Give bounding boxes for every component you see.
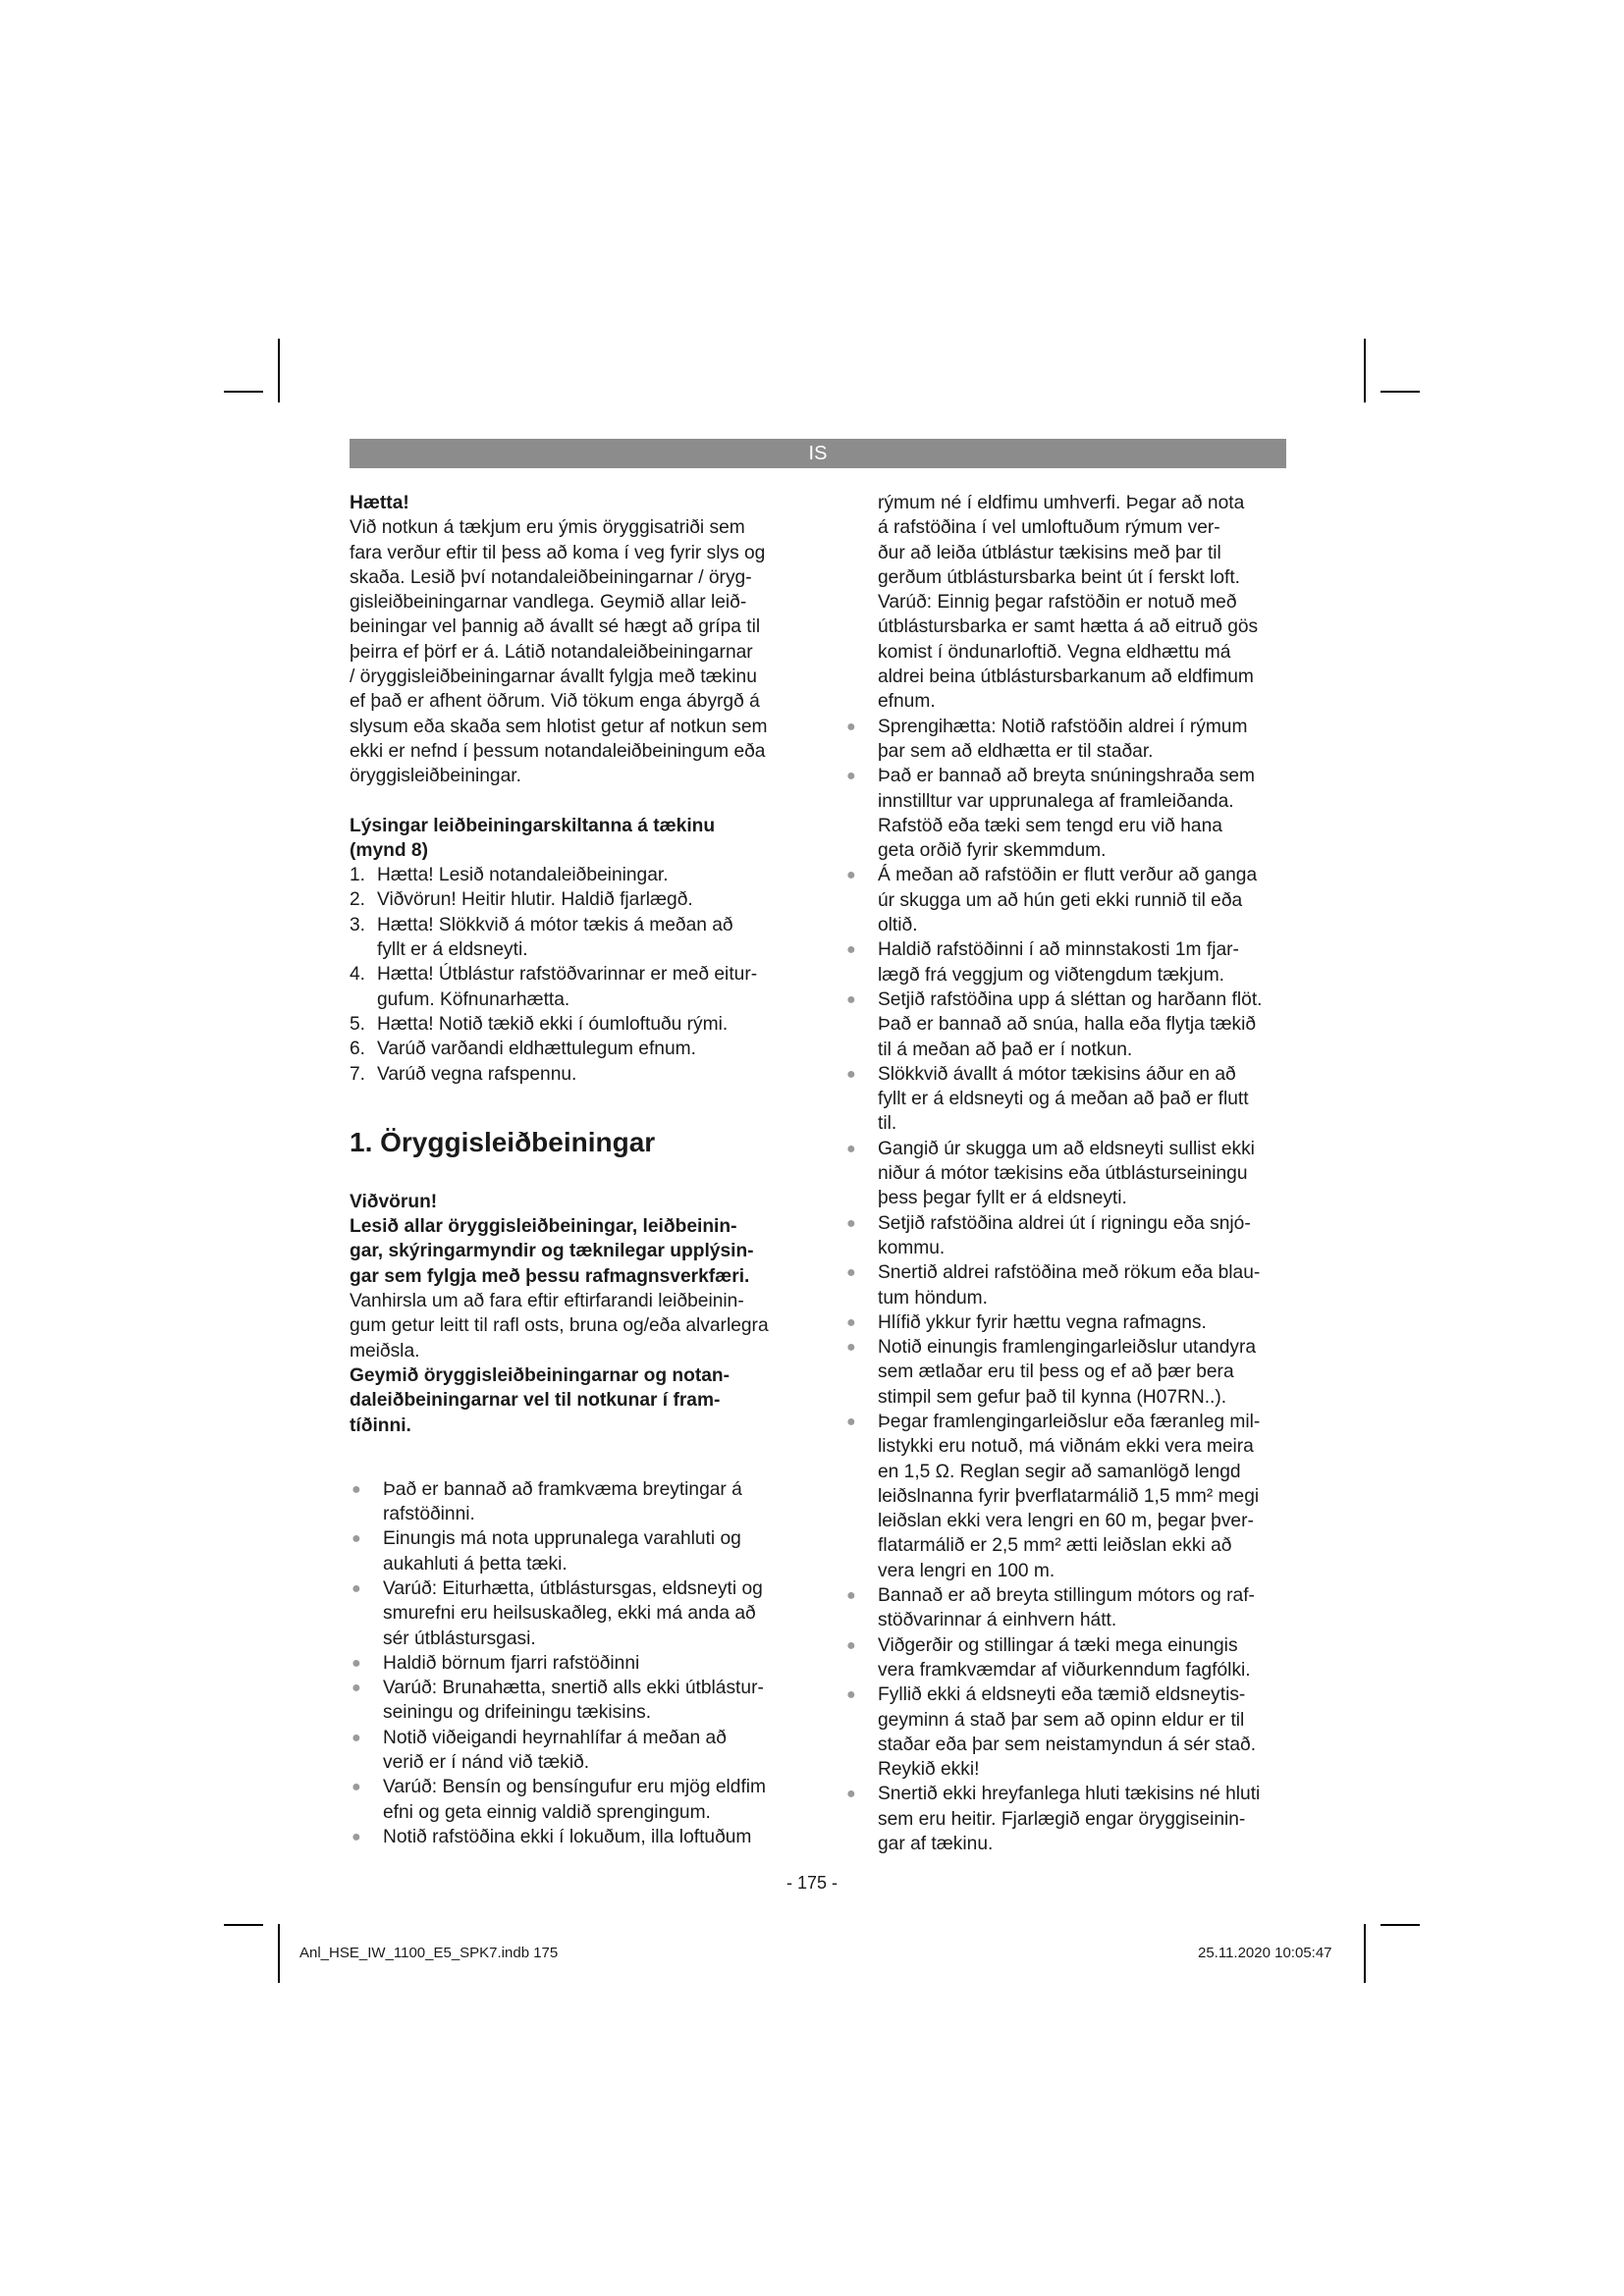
text-line: fyllt er á eldsneyti. <box>377 939 528 961</box>
text-line: meiðsla. <box>350 1340 420 1362</box>
text-line: gar, skýringarmyndir og tæknilegar upplýsin- <box>350 1241 754 1262</box>
list-item <box>350 887 801 912</box>
warning-paragraph <box>350 515 801 788</box>
language-header-bar <box>350 439 1286 468</box>
list-item <box>844 1682 1288 1782</box>
bullet-icon: ● <box>352 1779 361 1796</box>
bullet-icon: ● <box>352 1579 361 1597</box>
text-line: til. <box>878 1113 897 1135</box>
bullet-icon: ● <box>846 1313 856 1331</box>
list-item <box>844 988 1288 1062</box>
list-item <box>350 962 801 1012</box>
language-code: IS <box>808 443 828 464</box>
text-line: Snertið aldrei rafstöðina með rökum eða blau- <box>878 1262 1261 1284</box>
text-line: verið er í nánd við tækið. <box>383 1752 590 1774</box>
bullet-icon: ● <box>846 1636 856 1654</box>
text-line: tíðinni. <box>350 1415 411 1436</box>
crop-mark <box>1364 339 1366 402</box>
item-number: 5. <box>350 1013 366 1035</box>
alert-paragraph <box>350 1289 801 1363</box>
text-line: Það er bannað að snúa, halla eða flytja tækið <box>878 1014 1257 1036</box>
text-line: gum getur leitt til rafl osts, bruna og/eða alvarlegra <box>350 1315 769 1337</box>
list-item <box>350 913 801 963</box>
list-item <box>350 863 801 887</box>
item-number: 1. <box>350 865 366 886</box>
text-line: öryggisleiðbeiningar. <box>350 766 521 787</box>
text-line: gisleiðbeiningarnar vandlega. Geymið allar leið- <box>350 592 747 614</box>
text-line: en 1,5 Ω. Reglan segir að samanlögð lengd <box>878 1461 1241 1482</box>
text-line: efni og geta einnig valdið sprengingum. <box>383 1801 711 1823</box>
list-item <box>844 1211 1288 1261</box>
list-item <box>844 1260 1288 1310</box>
safety-bullet-list <box>350 1477 801 1849</box>
text-line: þess þegar fyllt er á eldsneyti. <box>878 1188 1127 1209</box>
text-line: beiningar vel þannig að ávallt sé hægt að grípa til <box>350 616 761 638</box>
text-line: (mynd 8) <box>350 839 428 861</box>
text-line: komist í öndunarloftið. Vegna eldhættu má <box>878 641 1231 663</box>
text-line: niður á mótor tækisins eða útblásturseiningu <box>878 1163 1248 1185</box>
text-line: daleiðbeiningarnar vel til notkunar í fram- <box>350 1390 721 1412</box>
text-line: Reykið ekki! <box>878 1759 980 1781</box>
bullet-icon: ● <box>352 1530 361 1548</box>
text-line: sér útblástursgasi. <box>383 1628 536 1649</box>
text-line: sem ætlaðar eru til þess og ef að þær bera <box>878 1362 1234 1383</box>
text-line: flatarmálið er 2,5 mm² ætti leiðslan ekki að <box>878 1535 1232 1557</box>
bullet-icon: ● <box>846 990 856 1008</box>
list-item <box>350 1676 801 1726</box>
text-line: smurefni eru heilsuskaðleg, ekki má anda að <box>383 1603 756 1625</box>
list-item <box>844 1583 1288 1633</box>
alert-bold-paragraph <box>350 1214 801 1289</box>
text-line: Einungis má nota upprunalega varahluti og <box>383 1528 741 1550</box>
bullet-icon: ● <box>846 1339 856 1357</box>
text-line: útblástursbarka er samt hætta á að eitruð gös <box>878 616 1259 638</box>
text-line: lægð frá veggjum og viðtengdum tækjum. <box>878 964 1225 986</box>
text-line: Setjið rafstöðina aldrei út í rigningu eða snjó- <box>878 1212 1251 1234</box>
item-number: 3. <box>350 914 366 935</box>
text-line: vera framkvæmdar af viðurkenndum fagfólki. <box>878 1659 1251 1681</box>
text-line: stimpil sem gefur það til kynna (H07RN..). <box>878 1386 1227 1408</box>
text-line: Hætta! Notið tækið ekki í óumloftuðu rými. <box>377 1013 729 1035</box>
crop-mark <box>278 1924 280 1983</box>
text-line: stöðvarinnar á einhvern hátt. <box>878 1610 1117 1631</box>
text-line: Viðgerðir og stillingar á tæki mega einungis <box>878 1634 1238 1656</box>
item-number: 7. <box>350 1063 366 1085</box>
text-line: efnum. <box>878 691 936 713</box>
text-line: Geymið öryggisleiðbeiningarnar og notan- <box>350 1364 730 1386</box>
text-line: til á meðan að það er í notkun. <box>878 1039 1133 1060</box>
text-line: Haldið rafstöðinni í að minnstakosti 1m fjar- <box>878 939 1239 961</box>
bullet-icon: ● <box>846 1140 856 1157</box>
text-line: listykki eru notuð, má viðnám ekki vera meira <box>878 1436 1254 1458</box>
item-number: 2. <box>350 889 366 911</box>
list-item <box>350 1825 801 1849</box>
list-item <box>350 1526 801 1576</box>
text-line: Bannað er að breyta stillingum mótors og raf- <box>878 1585 1255 1607</box>
labels-list <box>350 863 801 1087</box>
text-line: fyllt er á eldsneyti og á meðan að það er flutt <box>878 1089 1249 1110</box>
text-line: ef það er afhent öðrum. Við tökum enga ábyrgð á <box>350 691 760 713</box>
text-line: Lesið allar öryggisleiðbeiningar, leiðbeinin- <box>350 1216 737 1238</box>
list-item <box>350 1062 801 1087</box>
bullet-icon: ● <box>846 768 856 785</box>
text-line: gerðum útblástursbarka beint út í ferskt loft. <box>878 566 1241 588</box>
text-line: Það er bannað að breyta snúningshraða sem <box>878 766 1256 787</box>
list-item <box>350 1477 801 1527</box>
item-number: 6. <box>350 1039 366 1060</box>
bullet-icon: ● <box>846 1264 856 1282</box>
crop-mark <box>1380 391 1420 393</box>
text-line: Hætta! Slökkvið á mótor tækis á meðan að <box>377 914 733 935</box>
text-line: gufum. Köfnunarhætta. <box>377 988 570 1010</box>
text-line: Hætta! Útblástur rafstöðvarinnar er með eitur- <box>377 964 758 986</box>
text-line: Varúð varðandi eldhættulegum efnum. <box>377 1039 696 1060</box>
text-line: geyminn á stað þar sem að opinn eldur er til <box>878 1709 1245 1731</box>
bullet-icon: ● <box>846 1587 856 1605</box>
list-item <box>844 1062 1288 1137</box>
text-line: slysum eða skaða sem hlotist getur af notkun sem <box>350 716 768 737</box>
text-line: Varúð: Brunahætta, snertið alls ekki útblástur- <box>383 1678 764 1699</box>
text-line: kommu. <box>878 1237 946 1258</box>
bullet-icon: ● <box>846 941 856 959</box>
text-line: tum höndum. <box>878 1287 988 1308</box>
list-item <box>844 1782 1288 1856</box>
text-line: aldrei beina útblástursbarkanum að eldfimum <box>878 667 1254 688</box>
text-line: Varúð: Einnig þegar rafstöðin er notuð með <box>878 592 1237 614</box>
bullet-icon: ● <box>352 1480 361 1498</box>
list-item <box>844 1633 1288 1683</box>
text-line: úr skugga um að hún geti ekki runnið til eða <box>878 889 1243 911</box>
bullet-icon: ● <box>352 1680 361 1697</box>
crop-mark <box>224 1924 263 1926</box>
text-line: þar sem að eldhætta er til staðar. <box>878 740 1154 762</box>
crop-mark <box>1380 1924 1420 1926</box>
text-line: staðar eða þar sem neistamyndun á sér stað. <box>878 1734 1257 1755</box>
text-line: rýmum né í eldfimu umhverfi. Þegar að nota <box>878 493 1245 513</box>
text-line: Varúð vegna rafspennu. <box>377 1063 577 1085</box>
bullet-icon: ● <box>846 718 856 735</box>
text-line: seiningu og drifeiningu tækisins. <box>383 1702 652 1724</box>
text-line: Snertið ekki hreyfanlega hluti tækisins né hluti <box>878 1784 1261 1805</box>
text-line: vera lengri en 100 m. <box>878 1560 1056 1581</box>
list-item <box>844 1310 1288 1335</box>
text-line: oltið. <box>878 915 918 936</box>
safety-bullet-list <box>844 715 1288 1857</box>
text-line: Á meðan að rafstöðin er flutt verður að ganga <box>878 865 1258 886</box>
text-line: innstilltur var upprunalega af framleiðanda. <box>878 790 1234 812</box>
text-line: þeirra ef þörf er á. Látið notandaleiðbeiningarnar <box>350 641 753 663</box>
bullet-icon: ● <box>846 1413 856 1430</box>
list-item <box>350 1726 801 1776</box>
left-column <box>350 491 801 1849</box>
text-line: á rafstöðina í vel umloftuðum rýmum ver- <box>878 517 1220 539</box>
text-line: Vanhirsla um að fara eftir eftirfarandi leiðbeinin- <box>350 1291 744 1312</box>
bullet-icon: ● <box>846 1065 856 1083</box>
bullet-icon: ● <box>352 1729 361 1746</box>
text-line: fara verður eftir til þess að koma í veg fyrir slys og <box>350 542 766 563</box>
text-line: leiðslan ekki vera lengri en 60 m, þegar þver- <box>878 1511 1254 1532</box>
list-item <box>844 937 1288 988</box>
text-line: Notið viðeigandi heyrnahlífar á meðan að <box>383 1727 727 1748</box>
text-line: Þegar framlengingarleiðslur eða færanleg mil- <box>878 1411 1261 1432</box>
text-line: geta orðið fyrir skemmdum. <box>878 840 1107 862</box>
text-line: Setjið rafstöðina upp á sléttan og harðann flöt. <box>878 988 1263 1010</box>
text-line: Fyllið ekki á eldsneyti eða tæmið eldsneytis- <box>878 1684 1246 1706</box>
text-line: leiðslnanna fyrir þverflatarmálið 1,5 mm² megi <box>878 1485 1260 1507</box>
text-line: Við notkun á tækjum eru ýmis öryggisatriði sem <box>350 517 745 539</box>
list-item <box>350 1651 801 1676</box>
list-item <box>844 1335 1288 1410</box>
list-item <box>844 715 1288 765</box>
text-line: Haldið börnum fjarri rafstöðinni <box>383 1652 640 1674</box>
bullet-icon: ● <box>846 1214 856 1232</box>
text-line: Notið einungis framlengingarleiðslur utandyra <box>878 1337 1257 1359</box>
list-item <box>844 1410 1288 1583</box>
text-line: Hlífið ykkur fyrir hættu vegna rafmagns. <box>878 1311 1207 1333</box>
text-line: Lýsingar leiðbeiningarskiltanna á tækinu <box>350 815 716 836</box>
continuation-paragraph <box>856 491 1288 715</box>
text-line: Gangið úr skugga um að eldsneyti sullist ekki <box>878 1138 1255 1159</box>
keep-instructions-paragraph <box>350 1363 801 1438</box>
bullet-icon: ● <box>846 867 856 884</box>
crop-mark <box>224 391 263 393</box>
text-line: / öryggisleiðbeiningarnar ávallt fylgja með tækinu <box>350 667 757 688</box>
text-line: gar af tækinu. <box>878 1834 994 1855</box>
text-line: Hætta! Lesið notandaleiðbeiningar. <box>377 865 669 886</box>
list-item <box>844 764 1288 863</box>
right-column <box>846 491 1288 1856</box>
crop-mark <box>1364 1924 1366 1983</box>
text-line: Það er bannað að framkvæma breytingar á <box>383 1478 742 1500</box>
text-line: sem eru heitir. Fjarlægið engar öryggiseinin- <box>878 1808 1246 1830</box>
list-item <box>350 1576 801 1651</box>
item-number: 4. <box>350 964 366 986</box>
crop-mark <box>278 339 280 402</box>
list-item <box>350 1037 801 1061</box>
file-label: Anl_HSE_IW_1100_E5_SPK7.indb 175 <box>299 1945 559 1961</box>
bullet-icon: ● <box>352 1828 361 1845</box>
text-line: rafstöðinni. <box>383 1504 475 1525</box>
bullet-icon: ● <box>846 1786 856 1803</box>
bullet-icon: ● <box>352 1654 361 1672</box>
text-line: Varúð: Eiturhætta, útblástursgas, eldsneyti og <box>383 1577 763 1599</box>
text-line: ður að leiða útblástur tækisins með þar til <box>878 542 1221 563</box>
warning-title: Hætta! <box>350 493 409 513</box>
text-line: aukahluti á þetta tæki. <box>383 1553 568 1575</box>
text-line: gar sem fylgja með þessu rafmagnsverkfæri. <box>350 1265 750 1287</box>
text-line: Sprengihætta: Notið rafstöðin aldrei í rýmum <box>878 716 1248 737</box>
list-item <box>350 1012 801 1037</box>
text-line: skaða. Lesið því notandaleiðbeiningarnar / öryg- <box>350 566 752 588</box>
text-line: Rafstöð eða tæki sem tengd eru við hana <box>878 815 1222 836</box>
labels-heading <box>350 814 801 864</box>
page-number: - 175 - <box>785 1873 839 1893</box>
list-item <box>350 1775 801 1825</box>
print-timestamp: 25.11.2020 10:05:47 <box>1198 1945 1332 1961</box>
list-item <box>844 863 1288 937</box>
section-title: 1. Öryggisleiðbeiningar <box>350 1126 656 1157</box>
text-line: Slökkvið ávallt á mótor tækisins áður en að <box>878 1063 1236 1085</box>
text-line: ekki er nefnd í þessum notandaleiðbeiningum eða <box>350 740 766 762</box>
bullet-icon: ● <box>846 1686 856 1704</box>
list-item <box>844 1137 1288 1211</box>
text-line: Varúð: Bensín og bensíngufur eru mjög eldfim <box>383 1777 767 1798</box>
text-line: Viðvörun! Heitir hlutir. Haldið fjarlægð. <box>377 889 693 911</box>
text-line: Notið rafstöðina ekki í lokuðum, illa loftuðum <box>383 1826 752 1847</box>
alert-title: Viðvörun! <box>350 1191 438 1212</box>
